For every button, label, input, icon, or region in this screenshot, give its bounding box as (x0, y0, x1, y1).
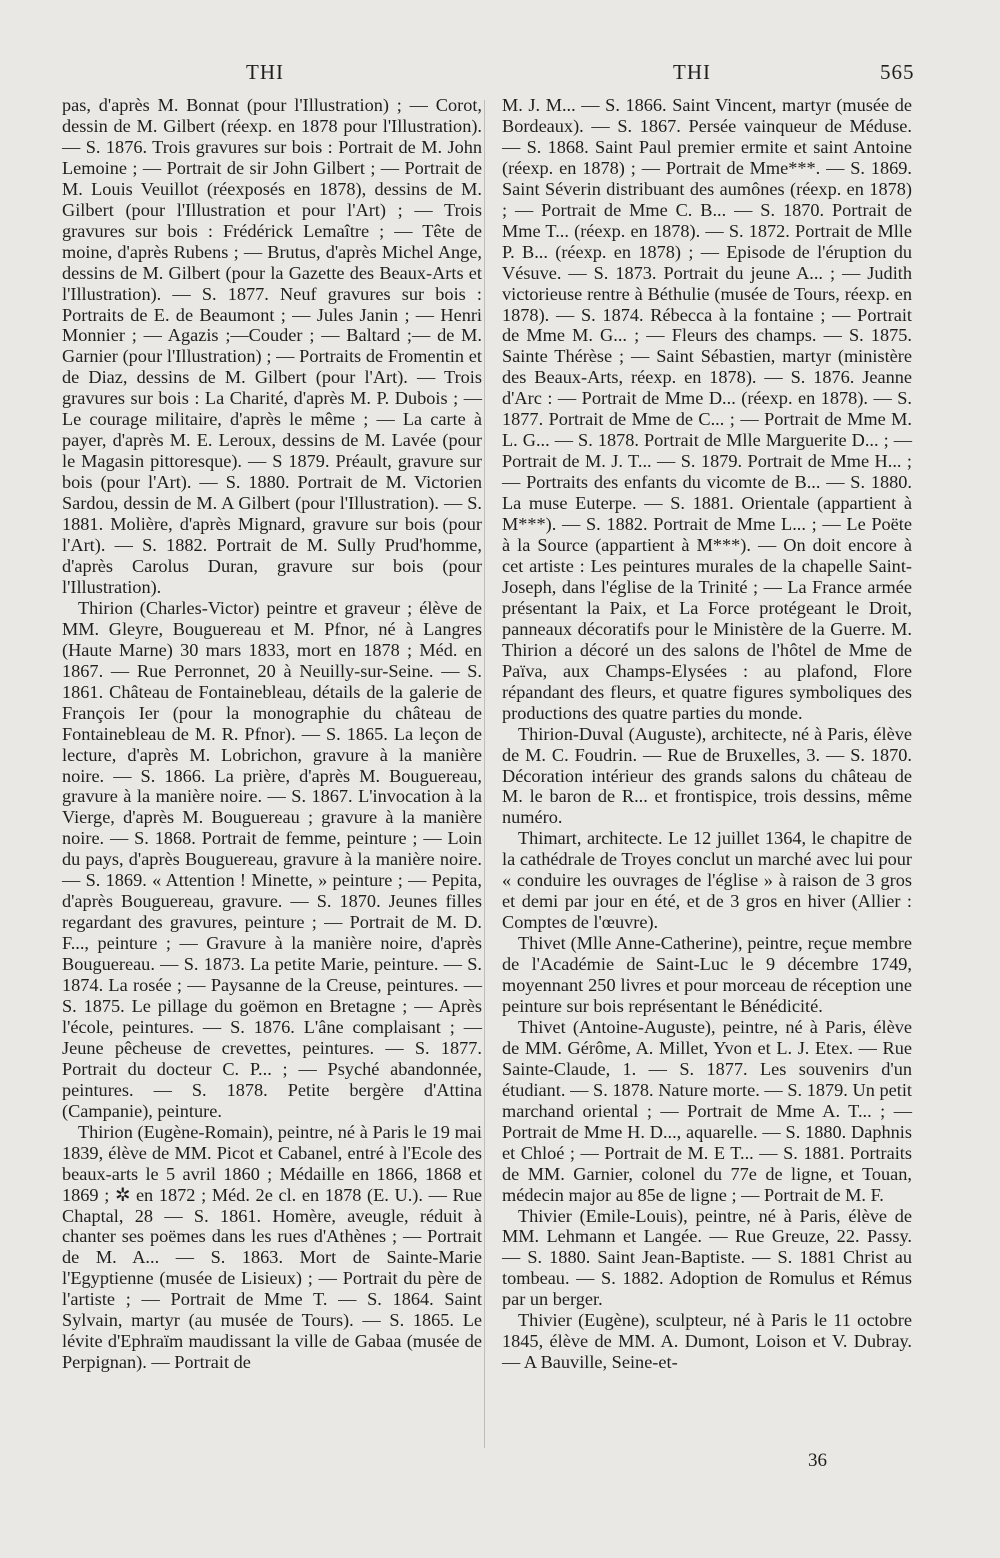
right-column (502, 95, 912, 1373)
signature-mark: 36 (808, 1450, 827, 1471)
left-column-paragraph: Thirion (Eugène-Romain), peintre, né à Paris le 19 mai 1839, élève de MM. Picot et Cabanel, entré à l'Ecole des beaux-arts le 5 avril 1860 ; Médaille en 1866, 1868 et 1869 ; ✲ en 1872 ; Méd. 2e cl. en 1878 (E. U.). — Rue Chaptal, 28 — S. 1861. Homère, aveugle, réduit à chanter ses poëmes dans les rues d'Athènes ; — Portrait de M. A... — S. 1863. Mort de Sainte-Marie l'Egyptienne (musée de Lisieux) ; — Portrait du père de l'artiste ; — Portrait de Mme T. — S. 1864. Saint Sylvain, martyr (au musée de Tours). — S. 1865. Le lévite d'Ephraïm maudissant la ville de Gabaa (musée de Perpignan). — Portrait de (62, 1121, 482, 1373)
left-column-paragraph: pas, d'après M. Bonnat (pour l'Illustration) ; — Corot, dessin de M. Gilbert (réexp. en 1878 pour l'Illustration). — S. 1876. Trois gravures sur bois : Portrait de M. John Lemoine ; — Portrait de sir John Gilbert ; — Portrait de M. Louis Veuillot (réexposés en 1878), dessins de M. Gilbert (pour l'Illustration et pour l'Art) ; — Trois gravures sur bois : Frédérick Lemaître ; — Tête de moine, d'après Rubens ; — Brutus, d'après Michel Ange, dessins de M. Gilbert (pour la Gazette des Beaux-Arts et l'Illustration). — S. 1877. Neuf gravures sur bois : Portraits de E. de Beaumont ; — Jules Janin ; — Henri Monnier ; — Agazis ;—Couder ; — Baltard ;— de M. Garnier (pour l'Illustration) ; — Portraits de Fromentin et de Diaz, dessins de M. Gilbert (pour l'Art). — Trois gravures sur bois : La Charité, d'après M. P. Dubois ; — Le courage militaire, d'après le même ; — La carte à payer, d'après M. E. Leroux, dessins de M. Lavée (pour le Magasin pittoresque). — S 1879. Préault, gravure sur bois (pour l'Art). — S. 1880. Portrait de M. Victorien Sardou, dessin de M. A Gilbert (pour l'Illustration). — S. 1881. Molière, d'après Mignard, gravure sur bois (pour l'Art). — S. 1882. Portrait de M. Sully Prud'homme, d'après Carolus Duran, gravure sur bois (pour l'Illustration). (62, 95, 482, 597)
right-column-paragraph: Thimart, architecte. Le 12 juillet 1364, le chapitre de la cathédrale de Troyes conclut un marché avec lui pour « conduire les ouvrages de l'église » à raison de 3 gros et demi par jour en été, et de 3 gros en hiver (Allier : Comptes de l'œuvre). (502, 828, 912, 933)
right-column-paragraph: Thirion-Duval (Auguste), architecte, né à Paris, élève de M. C. Foudrin. — Rue de Bruxelles, 3. — S. 1870. Décoration intérieur des grands salons du château de M. le baron de R... et frontispice, trois dessins, même numéro. (502, 723, 912, 828)
right-column-paragraph: Thivet (Antoine-Auguste), peintre, né à Paris, élève de MM. Gérôme, A. Millet, Yvon et L. J. Etex. — Rue Sainte-Claude, 1. — S. 1877. Les souvenirs d'un étudiant. — S. 1878. Nature morte. — S. 1879. Un petit marchand oriental ; — Portrait de Mme A. T... ; — Portrait de Mme H. D..., aquarelle. — S. 1880. Daphnis et Chloé ; — Portrait de M. E T... — S. 1881. Portraits de MM. Garnier, colonel du 77e de ligne, et Touan, médecin major au 85e de ligne ; — Portrait de M. F. (502, 1016, 912, 1205)
left-column-paragraph: Thirion (Charles-Victor) peintre et graveur ; élève de MM. Gleyre, Bouguereau et M. Pfnor, né à Langres (Haute Marne) 30 mars 1833, mort en 1878 ; Méd. en 1867. — Rue Perronnet, 20 à Neuilly-sur-Seine. — S. 1861. Château de Fontainebleau, détails de la galerie de François Ier (pour la monographie du château de Fontainebleau de M. R. Pfnor). — S. 1865. La leçon de lecture, d'après M. Lobrichon, gravure à la manière noire. — S. 1866. La prière, d'après M. Bouguereau, gravure à la manière noire. — S. 1867. L'invocation à la Vierge, d'après M. Bouguereau ; gravure à la manière noire. — S. 1868. Portrait de femme, peinture ; — Loin du pays, d'après Bouguereau, gravure à la manière noire. — S. 1869. « Attention ! Minette, » peinture ; — Pepita, d'après Bouguereau, gravure. — S. 1870. Jeunes filles regardant des gravures, peinture ; — Portrait de M. D. F..., peinture ; — Gravure à la manière noire, d'après Bouguereau. — S. 1873. La petite Marie, peinture. — S. 1874. La rosée ; — Paysanne de la Creuse, peintures. — S. 1875. Le pillage du goëmon en Bretagne ; — Après l'école, peintures. — S. 1876. L'âne complaisant ; — Jeune pêcheuse de crevettes, peintures. — S. 1877. Portrait du docteur C. P... ; — Psyché abandonnée, peintures. — S. 1878. Petite bergère d'Attina (Campanie), peinture. (62, 597, 482, 1121)
column-divider (484, 100, 485, 1448)
right-column-paragraph: Thivet (Mlle Anne-Catherine), peintre, reçue membre de l'Académie de Saint-Luc le 9 décembre 1749, moyennant 250 livres et pour morceau de réception une peinture sur bois représentant le Bénédicité. (502, 933, 912, 1016)
page-number: 565 (880, 60, 915, 84)
header-left-word: THI (246, 60, 284, 84)
right-column-paragraph: Thivier (Emile-Louis), peintre, né à Paris, élève de MM. Lehmann et Langée. — Rue Greuze, 22. Passy. — S. 1880. Saint Jean-Baptiste. — S. 1881 Christ au tombeau. — S. 1882. Adoption de Romulus et Rémus par un berger. (502, 1205, 912, 1310)
left-column (62, 95, 482, 1373)
running-header (0, 60, 1000, 90)
right-column-paragraph: M. J. M... — S. 1866. Saint Vincent, martyr (musée de Bordeaux). — S. 1867. Persée vainqueur de Méduse. — S. 1868. Saint Paul premier ermite et saint Antoine (réexp. en 1878) ; — Portrait de Mme***. — S. 1869. Saint Séverin distribuant des aumônes (réexp. en 1878) ; — Portrait de Mme C. B... — S. 1870. Portrait de Mme T... (réexp. en 1878). — S. 1872. Portrait de Mlle P. B... (réexp. en 1878) ; — Episode de l'éruption du Vésuve. — S. 1873. Portrait du jeune A... ; — Judith victorieuse rentre à Béthulie (musée de Tours, réexp. en 1878). — S. 1874. Rébecca à la fontaine ; — Portrait de Mme M. G... ; — Fleurs des champs. — S. 1875. Sainte Thérèse ; — Saint Sébastien, martyr (ministère des Beaux-Arts, réexp. en 1878). — S. 1876. Jeanne d'Arc : — Portrait de Mme D... (réexp. en 1878). — S. 1877. Portrait de Mme de C... ; — Portrait de Mme M. L. G... — S. 1878. Portrait de Mlle Marguerite D... ; — Portrait de M. J. T... — S. 1879. Portrait de Mme H... ; — Portraits des enfants du vicomte de B... — S. 1880. La muse Euterpe. — S. 1881. Orientale (appartient à M***). — S. 1882. Portrait de Mme L... ; — Le Poëte à la Source (appartient à M***). — On doit encore à cet artiste : Les peintures murales de la chapelle Saint-Joseph, dans l'église de la Trinité ; — La France armée présentant la Paix, et La Force protégeant le Droit, panneaux décoratifs pour le Ministère de la Guerre. M. Thirion a décoré un des salons de l'hôtel de Mme de Païva, aux Champs-Elysées : au plafond, Flore répandant des fleurs, et quatre figures symboliques des productions des quatre parties du monde. (502, 95, 912, 723)
header-right-word: THI (673, 60, 711, 84)
right-column-paragraph: Thivier (Eugène), sculpteur, né à Paris le 11 octobre 1845, élève de MM. A. Dumont, Loison et V. Dubray. — A Bauville, Seine-et- (502, 1310, 912, 1373)
